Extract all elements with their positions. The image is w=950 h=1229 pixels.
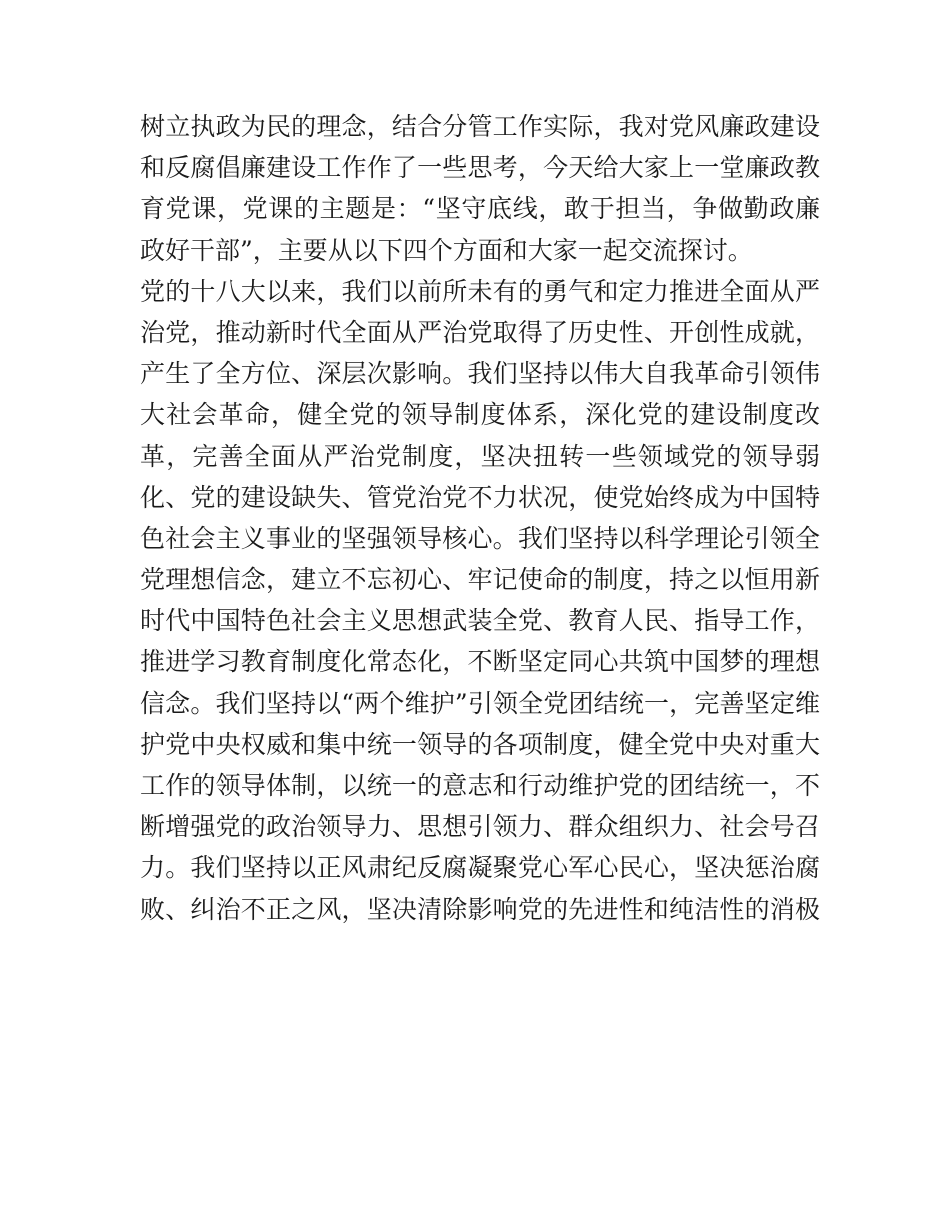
text-line: 大社会革命，健全党的领导制度体系，深化党的建设制度改: [140, 400, 820, 430]
text-line: 力。我们坚持以正风肃纪反腐凝聚党心军心民心，坚决惩治腐: [140, 853, 820, 883]
text-line: 树立执政为民的理念，结合分管工作实际，我对党风廉政建设: [140, 112, 820, 141]
text-line: 党的十八大以来，我们以前所未有的勇气和定力推进全面从严: [140, 276, 820, 306]
text-line: 治党，推动新时代全面从严治党取得了历史性、开创性成就，: [140, 317, 820, 347]
text-line: 和反腐倡廉建设工作作了一些思考，今天给大家上一堂廉政教: [140, 153, 820, 183]
text-line: 政好干部”，主要从以下四个方面和大家一起交流探讨。: [140, 235, 753, 265]
text-line: 时代中国特色社会主义思想武装全党、教育人民、指导工作，: [140, 606, 820, 636]
text-line: 工作的领导体制，以统一的意志和行动维护党的团结统一，不: [140, 771, 820, 800]
text-line: 革，完善全面从严治党制度，坚决扭转一些领域党的领导弱: [140, 441, 820, 471]
text-line: 护党中央权威和集中统一领导的各项制度，健全党中央对重大: [140, 729, 820, 759]
text-line: 育党课，党课的主题是：“坚守底线，敢于担当，争做勤政廉: [140, 194, 820, 224]
text-line: 色社会主义事业的坚强领导核心。我们坚持以科学理论引领全: [140, 523, 820, 553]
text-line: 败、纠治不正之风，坚决清除影响党的先进性和纯洁性的消极: [140, 894, 820, 924]
text-line: 产生了全方位、深层次影响。我们坚持以伟大自我革命引领伟: [140, 359, 820, 389]
text-line: 推进学习教育制度化常态化，不断坚定同心共筑中国梦的理想: [140, 647, 820, 677]
text-line: 断增强党的政治领导力、思想引领力、群众组织力、社会号召: [140, 812, 820, 842]
text-line: 党理想信念，建立不忘初心、牢记使命的制度，持之以恒用新: [140, 565, 820, 595]
text-line: 信念。我们坚持以“两个维护”引领全党团结统一，完善坚定维: [140, 688, 820, 718]
text-line: 化、党的建设缺失、管党治党不力状况，使党始终成为中国特: [140, 482, 820, 512]
document-body: [140, 106, 820, 930]
